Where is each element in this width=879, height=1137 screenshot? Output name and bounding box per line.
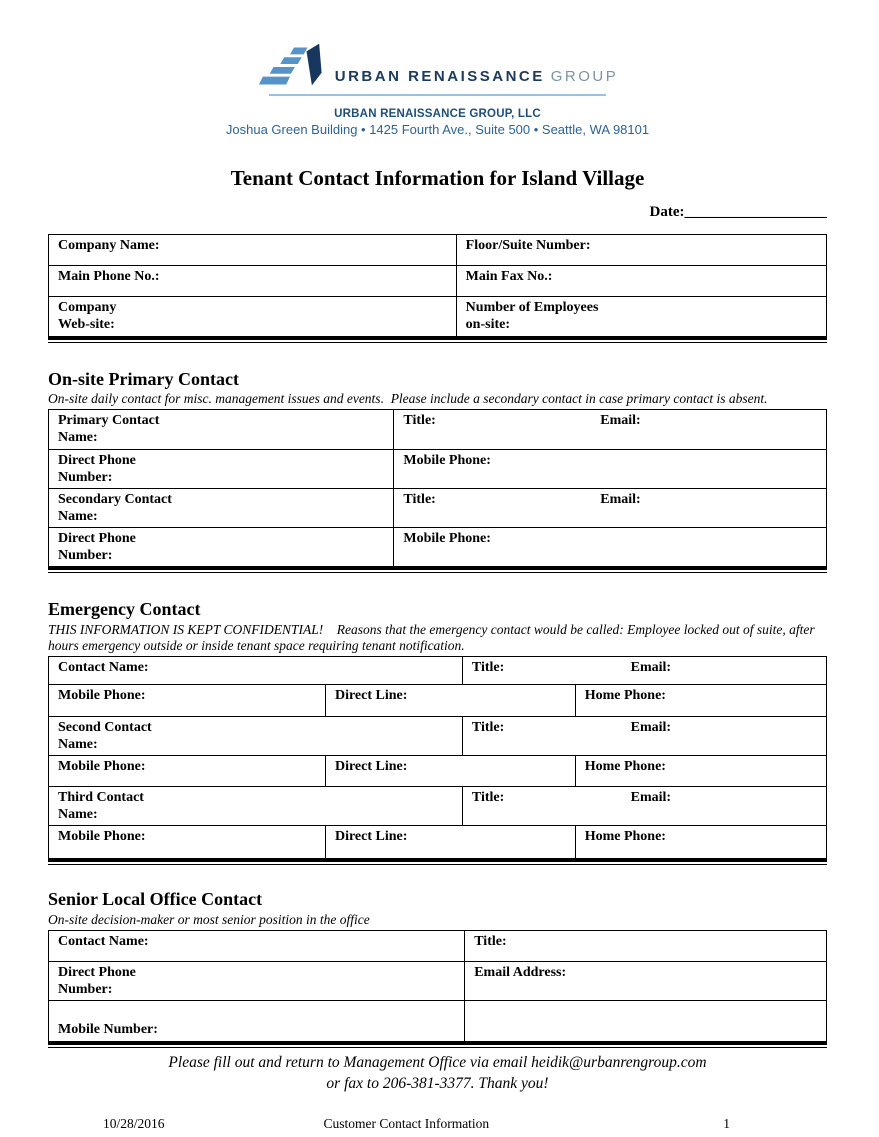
table-row	[49, 297, 827, 336]
field-label: Name:	[58, 737, 98, 753]
field-company-website	[49, 297, 457, 336]
table-row	[49, 657, 827, 685]
table-row	[49, 961, 827, 1000]
section-heading-senior-contact: Senior Local Office Contact	[48, 888, 263, 909]
company-address-line: Joshua Green Building • 1425 Fourth Ave., Suite 500 • Seattle, WA 98101	[225, 122, 650, 137]
section-note-senior-contact: On-site decision-maker or most senior position in the office	[48, 911, 370, 927]
field-label: Third Contact	[58, 790, 144, 806]
field-label: Mobile Phone:	[58, 829, 146, 845]
field-emergency3-direct-line	[325, 826, 575, 858]
field-label: Mobile Number:	[58, 1022, 158, 1038]
field-secondary-contact-name	[49, 488, 394, 527]
field-emergency1-home-phone	[575, 685, 826, 717]
primary-contact-table	[48, 409, 827, 566]
field-label: Direct Line:	[334, 829, 408, 845]
field-emergency1-contact-name	[49, 657, 463, 685]
field-label: Second Contact	[58, 720, 152, 736]
field-label: Title:	[471, 660, 505, 676]
footer-page-number: 1	[723, 1115, 730, 1131]
table-row	[49, 930, 827, 961]
field-emergency2-contact-name	[49, 717, 463, 756]
page-footer	[48, 1116, 827, 1134]
field-employees-onsite	[456, 297, 826, 336]
field-senior-email-address	[465, 961, 827, 1000]
field-label: Home Phone:	[584, 688, 666, 704]
field-emergency2-title-email	[462, 717, 826, 756]
section-divider	[48, 566, 827, 573]
section-note-primary-contact: On-site daily contact for misc. management issues and events. Please include a secondary contact in case primary contact is absent.	[48, 391, 768, 407]
logo	[48, 36, 827, 92]
section-heading-primary-contact: On-site Primary Contact	[48, 368, 239, 389]
field-floor-suite	[456, 235, 826, 266]
brand-suffix: GROUP	[550, 68, 619, 85]
table-row	[49, 410, 827, 449]
field-label: Primary Contact	[58, 413, 160, 429]
section-divider	[48, 858, 827, 865]
field-label: Name:	[58, 807, 98, 823]
field-label: Direct Line:	[334, 688, 408, 704]
brand-wordmark	[335, 68, 619, 85]
field-label: on-site:	[465, 317, 510, 333]
return-instructions-line1: Please fill out and return to Management Office via email heidik@urbanrengroup.com	[168, 1054, 707, 1072]
field-emergency3-title-email	[462, 787, 826, 826]
field-label: Mobile Phone:	[403, 452, 491, 468]
return-instructions	[48, 1053, 827, 1093]
field-senior-title	[465, 930, 827, 961]
field-label: Contact Name:	[58, 660, 149, 676]
field-secondary-title-email	[394, 488, 827, 527]
field-label: Mobile Phone:	[58, 759, 146, 775]
field-label: Main Phone No.:	[58, 269, 160, 284]
field-label: Title:	[471, 720, 505, 736]
logo-divider	[269, 94, 606, 96]
field-label: Direct Phone	[58, 964, 136, 980]
field-secondary-direct-phone	[49, 527, 394, 566]
field-label: Direct Phone	[58, 452, 136, 468]
field-primary-title-email	[394, 410, 827, 449]
field-label: Email:	[630, 790, 672, 806]
field-primary-direct-phone	[49, 449, 394, 488]
field-label: Direct Line:	[334, 759, 408, 775]
field-secondary-mobile-phone	[394, 527, 827, 566]
field-emergency2-direct-line	[325, 756, 575, 787]
field-label: Number:	[58, 981, 113, 997]
table-row	[49, 527, 827, 566]
field-label: Number:	[58, 469, 113, 485]
field-label: Email:	[600, 413, 641, 429]
emergency-contact-table	[48, 656, 827, 858]
table-row	[49, 1000, 827, 1041]
section-divider	[48, 336, 827, 343]
section-note-emergency-contact: THIS INFORMATION IS KEPT CONFIDENTIAL! Reasons that the emergency contact would be called: Employee locked out of suite, after hours emergency outside or inside tenant space requiring tenant notification.	[48, 621, 818, 653]
field-label: Secondary Contact	[58, 491, 172, 507]
table-row	[49, 826, 827, 858]
field-label: Title:	[471, 790, 505, 806]
field-emergency2-home-phone	[575, 756, 826, 787]
field-label: Email:	[630, 660, 672, 676]
field-label: Direct Phone	[58, 530, 136, 546]
field-emergency1-direct-line	[325, 685, 575, 717]
table-row	[49, 266, 827, 297]
field-label: Contact Name:	[58, 933, 149, 949]
field-primary-mobile-phone	[394, 449, 827, 488]
field-label: Email:	[630, 720, 672, 736]
field-emergency3-mobile	[49, 826, 326, 858]
field-label: Main Fax No.:	[465, 269, 553, 284]
field-label: Mobile Phone:	[403, 530, 491, 546]
field-emergency1-title-email	[462, 657, 826, 685]
field-senior-empty-cell	[465, 1000, 827, 1041]
field-company-name	[49, 235, 457, 266]
return-instructions-line2: or fax to 206-381-3377. Thank you!	[326, 1074, 549, 1092]
field-label: Home Phone:	[584, 829, 666, 845]
table-row	[49, 235, 827, 266]
field-label: Number:	[58, 547, 113, 563]
page-title: Tenant Contact Information for Island Village	[230, 166, 645, 190]
field-emergency1-mobile	[49, 685, 326, 717]
field-label: Name:	[58, 508, 98, 524]
field-main-fax	[456, 266, 826, 297]
field-label: Company	[58, 300, 117, 315]
field-label: Email Address:	[474, 964, 567, 980]
brand-name: URBAN RENAISSANCE	[334, 68, 545, 85]
field-emergency3-contact-name	[49, 787, 463, 826]
field-senior-mobile-number	[49, 1000, 465, 1041]
field-label: Company Name:	[58, 238, 160, 253]
section-divider	[48, 1041, 827, 1048]
date-label: Date:	[649, 204, 685, 220]
field-label: Mobile Phone:	[58, 688, 146, 704]
table-row	[49, 685, 827, 717]
field-main-phone	[49, 266, 457, 297]
field-senior-direct-phone	[49, 961, 465, 1000]
field-emergency2-mobile	[49, 756, 326, 787]
field-label: Number of Employees	[465, 300, 599, 315]
field-primary-contact-name	[49, 410, 394, 449]
field-label: Home Phone:	[584, 759, 666, 775]
date-line	[48, 204, 827, 221]
field-label: Name:	[58, 430, 98, 446]
field-label: Title:	[403, 491, 436, 507]
table-row	[49, 488, 827, 527]
footer-document-name: Customer Contact Information	[323, 1115, 490, 1131]
section-heading-emergency-contact: Emergency Contact	[48, 599, 201, 619]
field-label: Floor/Suite Number:	[465, 238, 591, 253]
field-label: Title:	[403, 413, 436, 429]
table-row	[49, 717, 827, 756]
table-row	[49, 449, 827, 488]
urban-renaissance-logo-icon	[257, 40, 325, 92]
company-info-table	[48, 234, 827, 336]
company-llc-line: URBAN RENAISSANCE GROUP, LLC	[334, 108, 541, 120]
field-label: Web-site:	[58, 317, 115, 333]
field-emergency3-home-phone	[575, 826, 826, 858]
table-row	[49, 756, 827, 787]
field-senior-contact-name	[49, 930, 465, 961]
table-row	[49, 787, 827, 826]
field-label: Title:	[474, 933, 507, 949]
date-blank: ___________________	[684, 204, 827, 220]
field-label: Email:	[600, 491, 641, 507]
footer-date: 10/28/2016	[103, 1115, 165, 1131]
senior-contact-table	[48, 930, 827, 1042]
